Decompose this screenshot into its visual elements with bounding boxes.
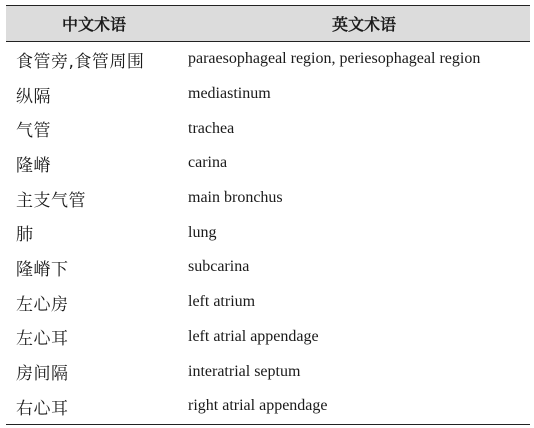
chinese-term-cell: 隆嵴下: [16, 259, 69, 280]
table-row: [6, 181, 530, 216]
english-term-cell: right atrial appendage: [182, 389, 530, 424]
chinese-term-cell: 右心耳: [6, 389, 182, 424]
header-chinese-term: 中文术语: [6, 6, 182, 42]
english-term-cell: paraesophageal region, periesophageal region: [188, 50, 481, 68]
table-row: [6, 250, 530, 285]
table-header: [6, 6, 530, 42]
chinese-term-cell: 房间隔: [16, 364, 69, 385]
header-row: [6, 6, 530, 42]
english-term-cell: mediastinum: [188, 85, 271, 103]
table-row: [6, 77, 530, 112]
chinese-term-cell: 纵隔: [16, 86, 51, 107]
table-row: [6, 111, 530, 146]
chinese-term-cell: 左心房: [16, 294, 69, 315]
chinese-term-cell: 气管: [16, 121, 51, 142]
english-term-cell: left atrial appendage: [188, 327, 319, 345]
english-term-cell: subcarina: [188, 258, 250, 276]
table-row: [6, 320, 530, 355]
english-term-cell: main bronchus: [188, 189, 283, 207]
table-row: [6, 215, 530, 250]
english-term-cell: lung: [188, 223, 217, 241]
english-term-cell: interatrial septum: [188, 362, 301, 380]
english-term-cell: left atrium: [188, 293, 256, 311]
table-body: [6, 42, 530, 425]
chinese-term-cell: 食管旁,食管周围: [16, 51, 145, 72]
header-english-term: 英文术语: [182, 6, 530, 42]
table-row: [6, 146, 530, 181]
table-row: [6, 42, 530, 77]
chinese-term-cell: 肺: [16, 225, 34, 246]
chinese-term-cell: 左心耳: [16, 329, 69, 350]
table-row: [6, 285, 530, 320]
english-term-cell: carina: [188, 154, 228, 172]
table-row: [6, 389, 530, 424]
table-row: [6, 354, 530, 389]
terminology-table: [6, 5, 530, 425]
english-term-cell: trachea: [188, 119, 235, 137]
chinese-term-cell: 隆嵴: [16, 155, 51, 176]
chinese-term-cell: 主支气管: [16, 190, 86, 211]
